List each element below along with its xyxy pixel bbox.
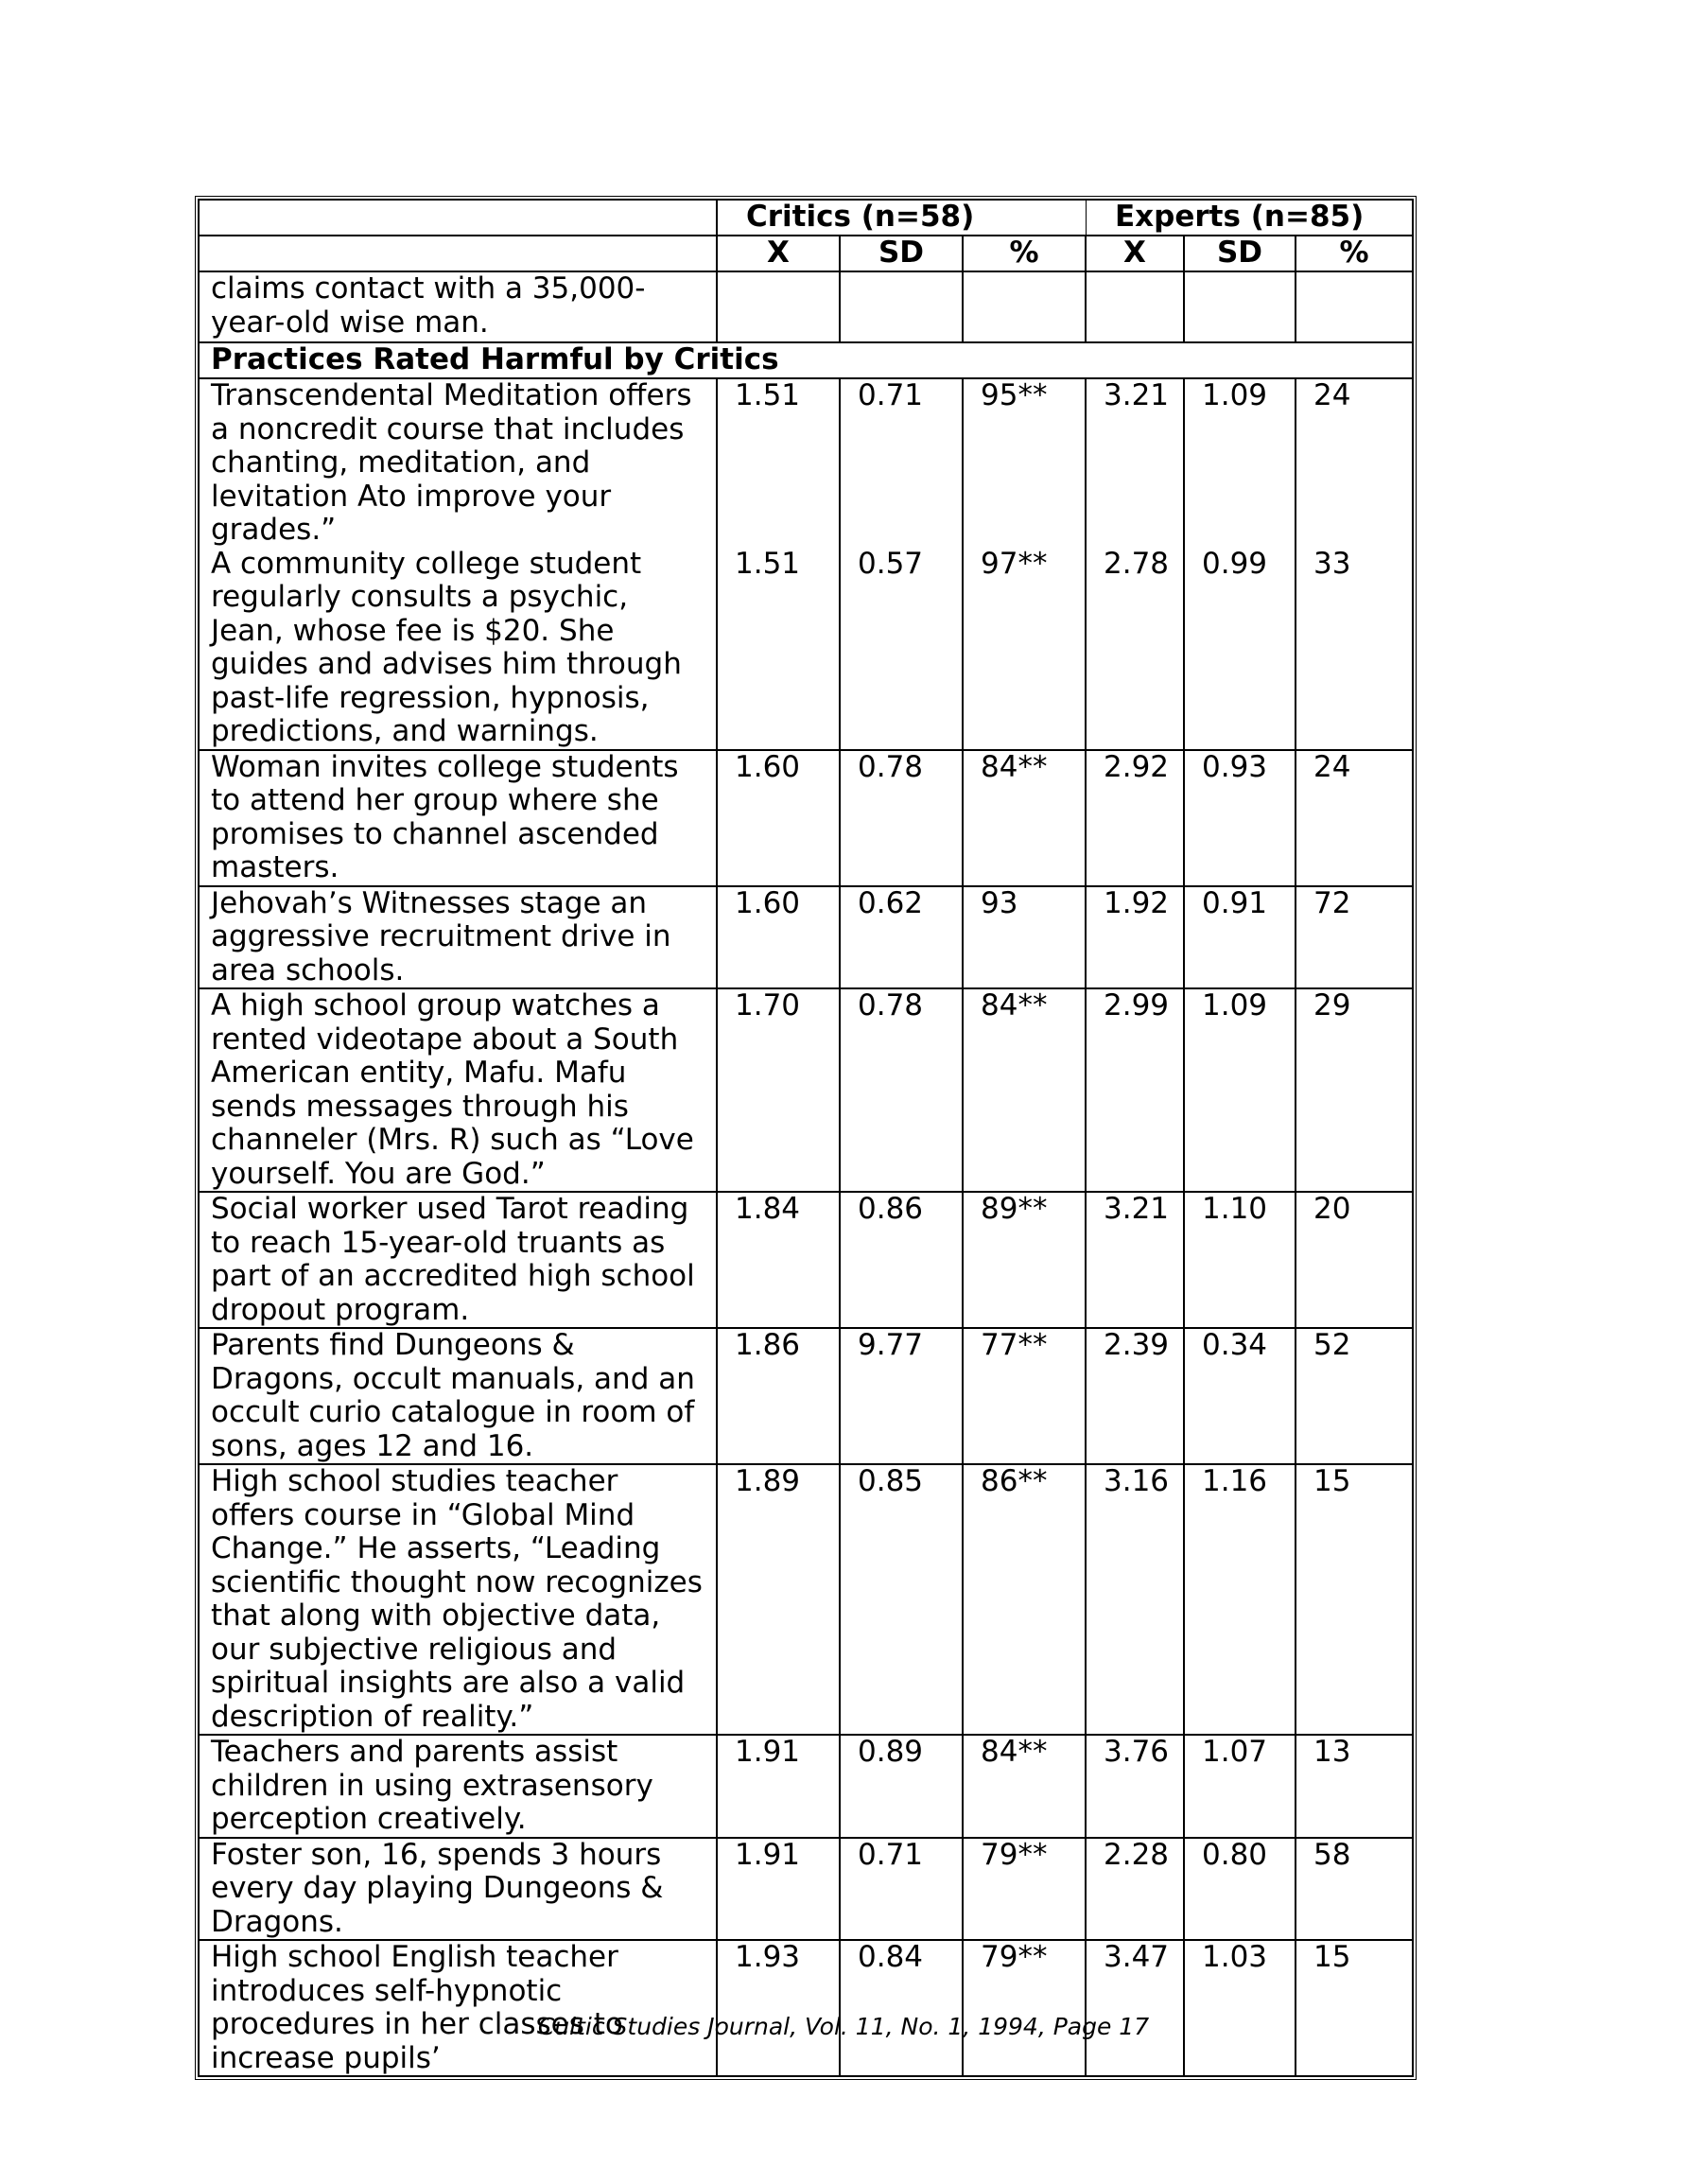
critics-x-value: 1.51 xyxy=(735,378,801,412)
critics-x-cell xyxy=(717,1464,840,1735)
experts-sd-cell xyxy=(1184,886,1296,989)
critics-sd-value: 0.78 xyxy=(858,988,924,1022)
experts-percent-value: 15 xyxy=(1313,1940,1351,1974)
continued-description: claims contact with a 35,000-year-old wise man. xyxy=(199,271,717,342)
experts-x-cell xyxy=(1086,378,1184,750)
critics-x-value: 1.86 xyxy=(735,1328,801,1362)
experts-percent-value: 24 xyxy=(1313,378,1351,412)
critics-percent-value: 95** xyxy=(981,378,1048,412)
header-blank-cell xyxy=(199,200,717,236)
experts-sd-cell xyxy=(1184,750,1296,886)
experts-percent-cell xyxy=(1296,1464,1413,1735)
critics-group-header: Critics (n=58) xyxy=(717,200,1086,236)
critics-x-cell xyxy=(717,1838,840,1941)
critics-sd-value: 0.78 xyxy=(858,749,924,784)
critics-percent-value: 79** xyxy=(981,1940,1048,1974)
practice-description: Teachers and parents assist children in using extrasensory perception creatively. xyxy=(211,1735,653,1836)
critics-x-cell xyxy=(717,750,840,886)
critics-percent-value: 77** xyxy=(981,1328,1048,1362)
critics-sd-value: 0.71 xyxy=(858,1837,924,1872)
experts-percent-cell xyxy=(1296,1838,1413,1941)
critics-percent-cell xyxy=(963,1328,1086,1464)
experts-sd-value: 0.34 xyxy=(1202,1328,1268,1362)
experts-x-value: 1.92 xyxy=(1104,885,1170,920)
critics-sd-cell xyxy=(840,1328,963,1464)
critics-percent-value: 97** xyxy=(981,546,1048,581)
experts-sd-cell xyxy=(1184,1735,1296,1838)
header-blank-cell xyxy=(199,236,717,271)
experts-x-cell xyxy=(1086,988,1184,1192)
table-row xyxy=(199,886,1413,989)
critics-x-value: 1.51 xyxy=(735,546,801,581)
column-header-row xyxy=(199,236,1413,271)
ratings-table xyxy=(195,196,1417,2080)
experts-percent-cell xyxy=(1296,1940,1413,2076)
critics-sd-cell xyxy=(840,378,963,750)
practice-description-cell xyxy=(199,1735,717,1838)
critics-percent-value: 86** xyxy=(981,1464,1048,1498)
critics-sd-cell xyxy=(840,886,963,989)
column-header-critics-percent: % xyxy=(963,236,1086,271)
table-row xyxy=(199,378,1413,750)
column-header-experts-percent: % xyxy=(1296,236,1413,271)
critics-percent-cell xyxy=(963,1838,1086,1941)
experts-sd-cell xyxy=(1184,378,1296,750)
critics-percent-cell xyxy=(963,750,1086,886)
experts-x-value: 3.47 xyxy=(1104,1940,1170,1974)
table-row xyxy=(199,1192,1413,1328)
critics-x-value: 1.60 xyxy=(735,749,801,784)
experts-x-value: 3.21 xyxy=(1104,378,1170,412)
critics-percent-value: 93 xyxy=(981,885,1018,920)
critics-sd-value: 0.57 xyxy=(858,546,924,581)
section-title: Practices Rated Harmful by Critics xyxy=(199,342,1413,378)
experts-percent-cell xyxy=(1296,378,1413,750)
column-header-experts-x: X xyxy=(1086,236,1184,271)
experts-sd-value: 0.91 xyxy=(1202,885,1268,920)
critics-x-value: 1.91 xyxy=(735,1837,801,1872)
experts-x-cell xyxy=(1086,886,1184,989)
critics-sd-cell xyxy=(840,1838,963,1941)
experts-sd-value: 1.09 xyxy=(1202,988,1268,1022)
critics-percent-cell xyxy=(963,378,1086,750)
critics-sd-value: 0.89 xyxy=(858,1735,924,1769)
critics-percent-cell xyxy=(963,1940,1086,2076)
table-row xyxy=(199,750,1413,886)
practice-description-cell xyxy=(199,1464,717,1735)
experts-sd-cell xyxy=(1184,1464,1296,1735)
critics-percent-value: 84** xyxy=(981,988,1048,1022)
critics-sd-cell xyxy=(840,1735,963,1838)
empty-cell xyxy=(717,271,840,342)
table-row xyxy=(199,1940,1413,2076)
experts-x-cell xyxy=(1086,1940,1184,2076)
critics-x-cell xyxy=(717,1735,840,1838)
experts-percent-value: 29 xyxy=(1313,988,1351,1022)
critics-sd-cell xyxy=(840,988,963,1192)
experts-percent-cell xyxy=(1296,750,1413,886)
critics-percent-cell xyxy=(963,1735,1086,1838)
practice-description: High school English teacher introduces self-hypnotic procedures in her classes to increase pupils’ xyxy=(211,1940,623,2075)
experts-sd-cell xyxy=(1184,1328,1296,1464)
critics-percent-cell xyxy=(963,886,1086,989)
table-row xyxy=(199,988,1413,1192)
critics-sd-value: 0.71 xyxy=(858,378,924,412)
experts-x-value: 2.99 xyxy=(1104,988,1170,1022)
practice-description: A high school group watches a rented videotape about a South American entity, Mafu. Mafu sends messages through his channeler (Mrs. R) such as “Love yourself. You are God.” xyxy=(211,988,694,1191)
critics-x-cell xyxy=(717,1940,840,2076)
critics-x-value: 1.93 xyxy=(735,1940,801,1974)
experts-percent-value: 24 xyxy=(1313,749,1351,784)
experts-sd-cell xyxy=(1184,1838,1296,1941)
experts-sd-cell xyxy=(1184,988,1296,1192)
critics-sd-value: 0.86 xyxy=(858,1192,924,1226)
experts-percent-value: 52 xyxy=(1313,1328,1351,1362)
experts-x-value: 3.16 xyxy=(1104,1464,1170,1498)
practice-description: Transcendental Meditation offers a noncredit course that includes chanting, meditation, and levitation Ato improve your grades.” xyxy=(211,378,692,547)
practice-description-cell xyxy=(199,988,717,1192)
experts-percent-value: 33 xyxy=(1313,546,1351,581)
practice-description: Woman invites college students to attend her group where she promises to channel ascended masters. xyxy=(211,749,679,884)
experts-percent-cell xyxy=(1296,1735,1413,1838)
critics-x-cell xyxy=(717,988,840,1192)
experts-sd-value: 1.10 xyxy=(1202,1192,1268,1226)
experts-x-value: 2.92 xyxy=(1104,749,1170,784)
experts-percent-value: 58 xyxy=(1313,1837,1351,1872)
table-row xyxy=(199,1328,1413,1464)
empty-cell xyxy=(1184,271,1296,342)
page-footer: Cultic Studies Journal, Vol. 11, No. 1, 1994, Page 17 xyxy=(537,2013,1150,2040)
experts-x-cell xyxy=(1086,1192,1184,1328)
experts-percent-cell xyxy=(1296,1192,1413,1328)
empty-cell xyxy=(1086,271,1184,342)
critics-sd-cell xyxy=(840,1192,963,1328)
empty-cell xyxy=(840,271,963,342)
experts-sd-value: 0.99 xyxy=(1202,546,1268,581)
experts-sd-value: 1.09 xyxy=(1202,378,1268,412)
practice-description-cell xyxy=(199,1940,717,2076)
critics-x-value: 1.84 xyxy=(735,1192,801,1226)
critics-sd-value: 9.77 xyxy=(858,1328,924,1362)
column-header-critics-sd: SD xyxy=(840,236,963,271)
practice-description: Social worker used Tarot reading to reach 15-year-old truants as part of an accredited high school dropout program. xyxy=(211,1192,695,1327)
critics-x-value: 1.60 xyxy=(735,885,801,920)
experts-percent-value: 15 xyxy=(1313,1464,1351,1498)
critics-x-value: 1.70 xyxy=(735,988,801,1022)
critics-x-cell xyxy=(717,378,840,750)
experts-percent-cell xyxy=(1296,988,1413,1192)
experts-group-header: Experts (n=85) xyxy=(1086,200,1413,236)
empty-cell xyxy=(963,271,1086,342)
critics-x-cell xyxy=(717,886,840,989)
critics-percent-value: 79** xyxy=(981,1837,1048,1872)
column-header-critics-x: X xyxy=(717,236,840,271)
group-header-row xyxy=(199,200,1413,236)
experts-x-value: 3.76 xyxy=(1104,1735,1170,1769)
table-row xyxy=(199,1838,1413,1941)
experts-percent-value: 20 xyxy=(1313,1192,1351,1226)
experts-x-value: 2.39 xyxy=(1104,1328,1170,1362)
critics-percent-value: 89** xyxy=(981,1192,1048,1226)
practice-description-cell xyxy=(199,886,717,989)
section-header-row xyxy=(199,342,1413,378)
experts-sd-value: 1.03 xyxy=(1202,1940,1268,1974)
practice-description: A community college student regularly consults a psychic, Jean, whose fee is $20. She guides and advises him through past-life regression, hypnosis, predictions, and warnings. xyxy=(211,546,682,748)
experts-sd-value: 0.93 xyxy=(1202,749,1268,784)
critics-x-value: 1.89 xyxy=(735,1464,801,1498)
practice-description-cell xyxy=(199,750,717,886)
experts-x-value: 2.28 xyxy=(1104,1837,1170,1872)
critics-sd-cell xyxy=(840,1464,963,1735)
critics-sd-value: 0.85 xyxy=(858,1464,924,1498)
continued-row xyxy=(199,271,1413,342)
critics-percent-cell xyxy=(963,1192,1086,1328)
experts-percent-value: 13 xyxy=(1313,1735,1351,1769)
experts-x-cell xyxy=(1086,1328,1184,1464)
critics-sd-cell xyxy=(840,1940,963,2076)
experts-x-cell xyxy=(1086,750,1184,886)
critics-x-value: 1.91 xyxy=(735,1735,801,1769)
critics-sd-value: 0.84 xyxy=(858,1940,924,1974)
critics-percent-value: 84** xyxy=(981,749,1048,784)
experts-sd-value: 1.16 xyxy=(1202,1464,1268,1498)
column-header-experts-sd: SD xyxy=(1184,236,1296,271)
practice-description-cell xyxy=(199,1192,717,1328)
practice-description: Foster son, 16, spends 3 hours every day playing Dungeons & Dragons. xyxy=(211,1837,664,1939)
experts-x-cell xyxy=(1086,1464,1184,1735)
table-row xyxy=(199,1735,1413,1838)
experts-percent-cell xyxy=(1296,1328,1413,1464)
table-row xyxy=(199,1464,1413,1735)
experts-x-cell xyxy=(1086,1838,1184,1941)
practice-description-cell xyxy=(199,1328,717,1464)
critics-percent-value: 84** xyxy=(981,1735,1048,1769)
critics-percent-cell xyxy=(963,1464,1086,1735)
experts-sd-value: 0.80 xyxy=(1202,1837,1268,1872)
critics-x-cell xyxy=(717,1192,840,1328)
empty-cell xyxy=(1296,271,1413,342)
practice-description-cell xyxy=(199,1838,717,1941)
practice-description: Jehovah’s Witnesses stage an aggressive recruitment drive in area schools. xyxy=(211,885,671,987)
experts-sd-cell xyxy=(1184,1940,1296,2076)
critics-percent-cell xyxy=(963,988,1086,1192)
practice-description: High school studies teacher offers course in “Global Mind Change.” He asserts, “Leading scientific thought now recognizes that along with objective data, our subjective religious and spiritual insights are also a valid description of reality.” xyxy=(211,1464,703,1734)
experts-x-cell xyxy=(1086,1735,1184,1838)
critics-sd-value: 0.62 xyxy=(858,885,924,920)
practice-description: Parents find Dungeons & Dragons, occult manuals, and an occult curio catalogue in room of sons, ages 12 and 16. xyxy=(211,1328,695,1463)
experts-percent-cell xyxy=(1296,886,1413,989)
critics-sd-cell xyxy=(840,750,963,886)
experts-x-value: 3.21 xyxy=(1104,1192,1170,1226)
experts-sd-value: 1.07 xyxy=(1202,1735,1268,1769)
experts-sd-cell xyxy=(1184,1192,1296,1328)
critics-x-cell xyxy=(717,1328,840,1464)
experts-percent-value: 72 xyxy=(1313,885,1351,920)
practice-description-cell xyxy=(199,378,717,750)
experts-x-value: 2.78 xyxy=(1104,546,1170,581)
